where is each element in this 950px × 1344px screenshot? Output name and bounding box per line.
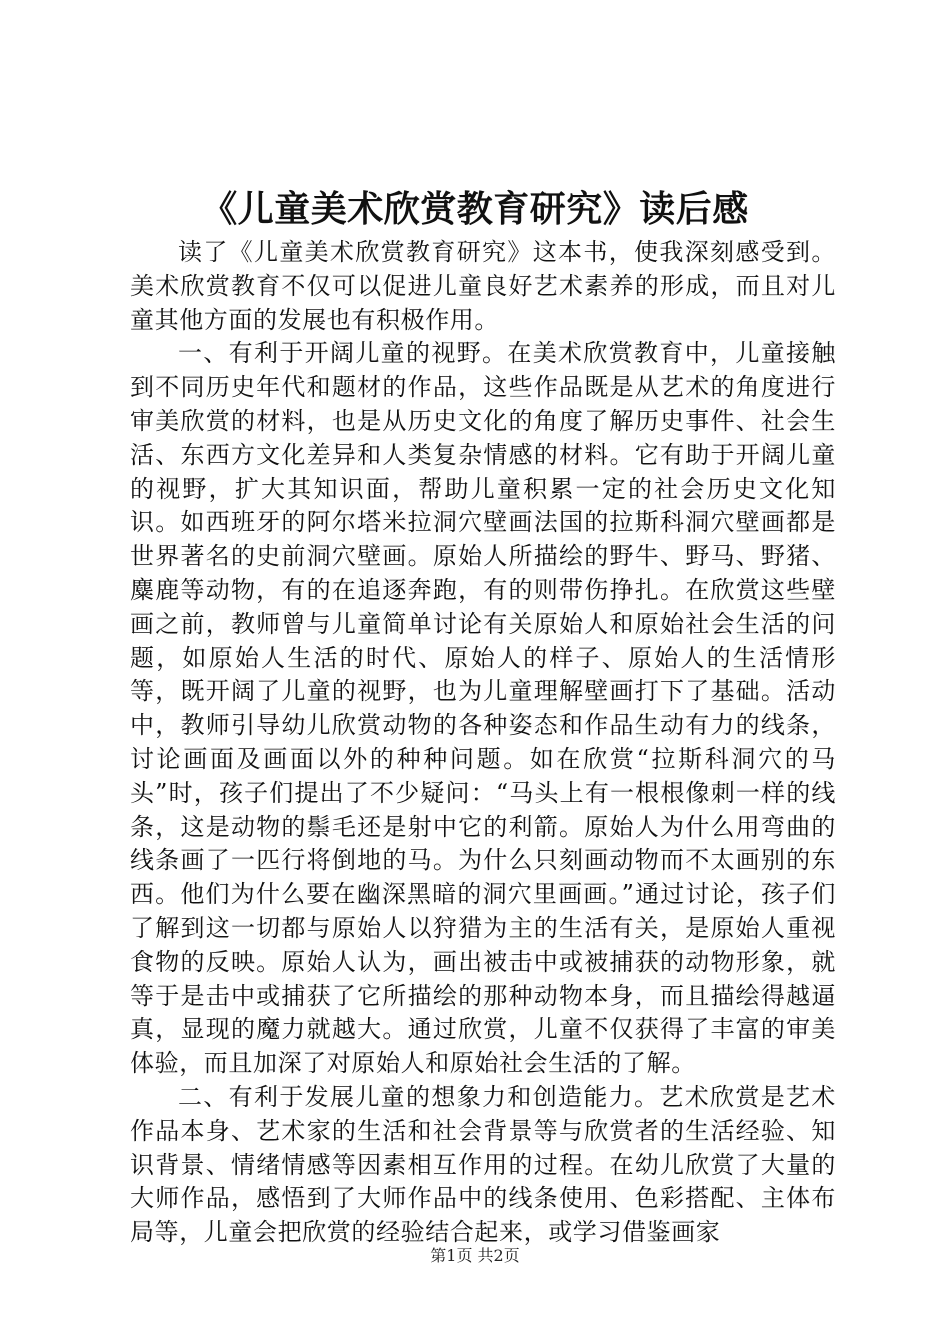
page-number-footer: 第1页 共2页 <box>430 1246 520 1265</box>
paragraph-intro: 读了《儿童美术欣赏教育研究》这本书，使我深刻感受到。美术欣赏教育不仅可以促进儿童良好艺术素养的形成，而且对儿童其他方面的发展也有积极作用。 <box>130 238 836 334</box>
paragraph-section-two: 二、有利于发展儿童的想象力和创造能力。艺术欣赏是艺术作品本身、艺术家的生活和社会背景等与欣赏者的生活经验、知识背景、情绪情感等因素相互作用的过程。在幼儿欣赏了大量的大师作品，感悟到了大师作品中的线条使用、色彩搭配、主体布局等，儿童会把欣赏的经验结合起来，或学习借鉴画家 <box>130 1082 836 1247</box>
document-title: 《儿童美术欣赏教育研究》读后感 <box>201 188 749 230</box>
document-body <box>130 236 836 1250</box>
paragraph-section-one: 一、有利于开阔儿童的视野。在美术欣赏教育中，儿童接触到不同历史年代和题材的作品，这些作品既是从艺术的角度进行审美欣赏的材料，也是从历史文化的角度了解历史事件、社会生活、东西方文化差异和人类复杂情感的材料。它有助于开阔儿童的视野，扩大其知识面，帮助儿童积累一定的社会历史文化知识。如西班牙的阿尔塔米拉洞穴壁画法国的拉斯科洞穴壁画都是世界著名的史前洞穴壁画。原始人所描绘的野牛、野马、野猪、麋鹿等动物，有的在追逐奔跑，有的则带伤挣扎。在欣赏这些壁画之前，教师曾与儿童简单讨论有关原始人和原始社会生活的问题，如原始人生活的时代、原始人的样子、原始人的生活情形等，既开阔了儿童的视野，也为儿童理解壁画打下了基础。活动中，教师引导幼儿欣赏动物的各种姿态和作品生动有力的线条，讨论画面及画面以外的种种问题。如在欣赏“拉斯科洞穴的马头”时，孩子们提出了不少疑问：“马头上有一根根像刺一样的线条，这是动物的鬃毛还是射中它的利箭。原始人为什么用弯曲的线条画了一匹行将倒地的马。为什么只刻画动物而不太画别的东西。他们为什么要在幽深黑暗的洞穴里画画。”通过讨论，孩子们了解到这一切都与原始人以狩猎为主的生活有关，是原始人重视食物的反映。原始人认为，画出被击中或被捕获的动物形象，就等于是击中或捕获了它所描绘的那种动物本身，而且描绘得越逼真，显现的魔力就越大。通过欣赏，儿童不仅获得了丰富的审美体验，而且加深了对原始人和原始社会生活的了解。 <box>130 339 836 1078</box>
